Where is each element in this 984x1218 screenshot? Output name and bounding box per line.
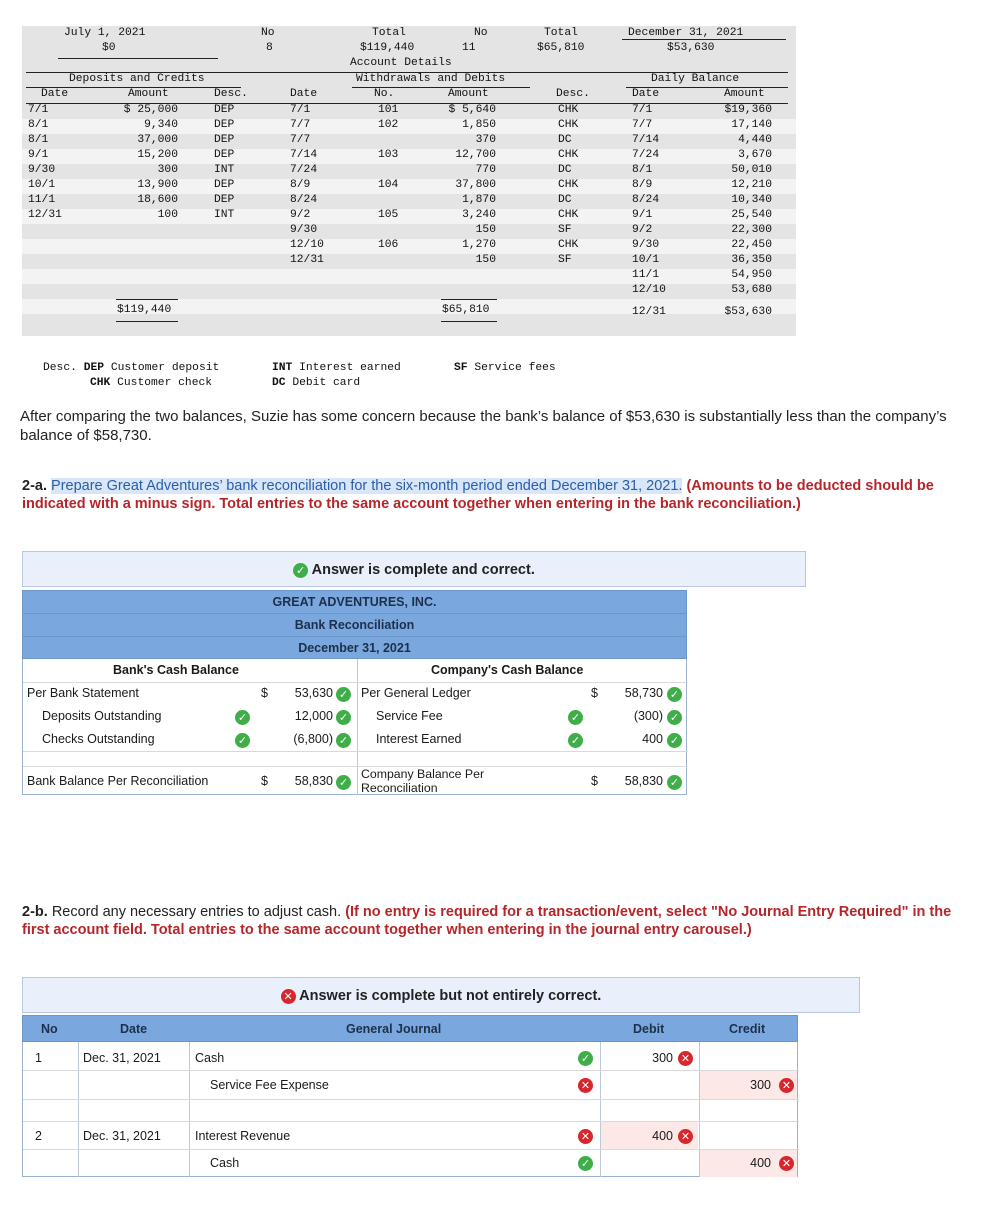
table-row: 8/24 (290, 194, 318, 206)
end-date: December 31, 2021 (628, 27, 744, 39)
table-row: 7/24 (632, 149, 660, 161)
bal-date-header: Date (632, 88, 660, 100)
table-row: 18,600 (137, 194, 178, 206)
table-row: 22,450 (731, 239, 772, 251)
part-2b-question: Record any necessary entries to adjust cash. (51, 904, 342, 920)
table-row: 1,870 (462, 194, 496, 206)
table-row: DEP (214, 134, 235, 146)
x-circle-icon: ✕ (578, 1129, 593, 1144)
wd-no-header: No. (374, 88, 395, 100)
table-row: DEP (214, 179, 235, 191)
company-row-label: Per General Ledger (361, 686, 471, 700)
part-2a-question: Prepare Great Adventures’ bank reconciliation for the six-month period ended December 31, 2021. (51, 478, 683, 494)
x-circle-icon: ✕ (779, 1078, 794, 1093)
banner-text: Answer is complete but not entirely correct. (299, 988, 602, 1004)
currency-symbol: $ (261, 686, 268, 700)
table-row: DEP (214, 194, 235, 206)
comparison-text: After comparing the two balances, Suzie has some concern because the bank’s balance of $53,630 is substantially less than the company’s balance of $58,730. (20, 408, 947, 444)
header-credit: Credit (729, 1022, 766, 1036)
debit-input[interactable]: 400 (652, 1129, 673, 1143)
table-row: 37,000 (137, 134, 178, 146)
table-row: SF (558, 224, 572, 236)
entry-number: 1 (35, 1051, 42, 1065)
company-row-value[interactable]: 400 (642, 732, 663, 746)
check-circle-icon: ✓ (293, 563, 308, 578)
table-row: 12/10 (290, 239, 324, 251)
bank-balance-header: Bank's Cash Balance (113, 663, 239, 677)
check-circle-icon: ✓ (336, 687, 351, 702)
check-circle-icon: ✓ (667, 733, 682, 748)
account-select[interactable]: Cash (195, 1051, 225, 1065)
table-row: 8/1 (28, 119, 49, 131)
table-row: 9/30 (632, 239, 660, 251)
legend-chk-code: CHK (90, 377, 111, 389)
wd-amount-header: Amount (448, 88, 489, 100)
debit-input[interactable]: 300 (652, 1051, 673, 1065)
table-row: 11/1 (632, 269, 660, 281)
table-row: $ 5,640 (448, 104, 496, 116)
company-total-value[interactable]: 58,830 (624, 774, 663, 788)
table-row: 7/1 (290, 104, 311, 116)
table-row: 53,680 (731, 284, 772, 296)
part-2a-prompt (22, 477, 962, 513)
table-row: $53,630 (724, 306, 772, 318)
legend-dc-text: Debit card (292, 377, 361, 389)
table-row: 101 (378, 104, 399, 116)
currency-symbol: $ (591, 774, 598, 788)
total-deposits-label: Total (372, 27, 406, 39)
table-row: 37,800 (455, 179, 496, 191)
table-row: 1,270 (462, 239, 496, 251)
reconciliation-title: Bank Reconciliation (22, 613, 687, 636)
table-row: 36,350 (731, 254, 772, 266)
legend-sf-code: SF (454, 362, 468, 374)
table-row: 8/1 (632, 164, 653, 176)
table-row: 12/31 (632, 306, 666, 318)
table-row: 22,300 (731, 224, 772, 236)
table-row: 150 (475, 224, 496, 236)
end-balance: $53,630 (667, 42, 715, 54)
table-row: 9,340 (144, 119, 178, 131)
account-select[interactable]: Interest Revenue (195, 1129, 291, 1143)
table-row: 106 (378, 239, 399, 251)
header-debit: Debit (633, 1022, 665, 1036)
table-row: 25,540 (731, 209, 772, 221)
table-row: 3,240 (462, 209, 496, 221)
account-details-label: Account Details (350, 57, 452, 69)
table-row: DC (558, 194, 572, 206)
part-2a-number: 2-a. (22, 478, 47, 494)
table-row: 17,140 (731, 119, 772, 131)
journal-table (22, 1015, 798, 1177)
table-row: DC (558, 134, 572, 146)
withdrawal-count-label: No (474, 27, 488, 39)
company-row-value[interactable]: 58,730 (624, 686, 663, 700)
dep-date-header: Date (41, 88, 69, 100)
table-row: 11/1 (28, 194, 56, 206)
table-row: 370 (475, 134, 496, 146)
deposits-section-label: Deposits and Credits (69, 73, 205, 85)
table-row: CHK (558, 209, 579, 221)
bank-reconciliation (22, 590, 687, 795)
daily-balance-section-label: Daily Balance (651, 73, 740, 85)
bank-row-value[interactable]: 12,000 (294, 709, 333, 723)
bank-row-label: Checks Outstanding (42, 732, 155, 746)
check-circle-icon: ✓ (336, 775, 351, 790)
wd-desc-header: Desc. (556, 88, 590, 100)
table-row: 7/14 (290, 149, 318, 161)
table-row: 105 (378, 209, 399, 221)
check-circle-icon: ✓ (235, 710, 250, 725)
bal-amount-header: Amount (724, 88, 765, 100)
table-row: SF (558, 254, 572, 266)
bank-row-value[interactable]: (6,800) (293, 732, 333, 746)
table-row: 300 (157, 164, 178, 176)
table-row: 7/24 (290, 164, 318, 176)
table-row: CHK (558, 149, 579, 161)
part-2b-number: 2-b. (22, 904, 48, 920)
deposits-total: $119,440 (117, 304, 172, 316)
table-row: 12/10 (632, 284, 666, 296)
check-circle-icon: ✓ (568, 733, 583, 748)
legend-int-code: INT (272, 362, 293, 374)
check-circle-icon: ✓ (667, 775, 682, 790)
legend-dep-code: DEP (83, 362, 105, 374)
legend-desc-label: Desc. (43, 362, 77, 374)
table-row: 12,210 (731, 179, 772, 191)
answer-banner-partial (22, 977, 860, 1013)
table-row: INT (214, 164, 235, 176)
legend-int-text: Interest earned (299, 362, 401, 374)
table-row: 7/7 (290, 134, 311, 146)
credit-input[interactable]: 400 (750, 1156, 771, 1170)
total-deposits: $119,440 (360, 42, 415, 54)
table-row: 9/2 (290, 209, 311, 221)
bank-statement (22, 26, 796, 336)
total-withdrawals-label: Total (544, 27, 578, 39)
bank-row-label: Deposits Outstanding (42, 709, 162, 723)
table-row: CHK (558, 239, 579, 251)
check-circle-icon: ✓ (578, 1156, 593, 1171)
table-row: 54,950 (731, 269, 772, 281)
bank-total-value[interactable]: 58,830 (294, 774, 333, 788)
deposit-count-label: No (261, 27, 275, 39)
total-withdrawals: $65,810 (537, 42, 585, 54)
deposit-count: 8 (266, 42, 273, 54)
part-2b-prompt (22, 903, 972, 939)
header-general-journal: General Journal (346, 1022, 442, 1036)
journal-body (22, 1042, 798, 1177)
withdrawal-count: 11 (462, 42, 476, 54)
check-circle-icon: ✓ (667, 687, 682, 702)
table-row: 7/14 (632, 134, 660, 146)
table-row: 104 (378, 179, 399, 191)
entry-date[interactable]: Dec. 31, 2021 (83, 1051, 161, 1065)
legend-sf-text: Service fees (474, 362, 556, 374)
dep-desc-header: Desc. (214, 88, 248, 100)
x-circle-icon: ✕ (779, 1156, 794, 1171)
table-row: 7/7 (290, 119, 311, 131)
table-row: 15,200 (137, 149, 178, 161)
check-circle-icon: ✓ (235, 733, 250, 748)
table-row: 7/1 (28, 104, 49, 116)
x-circle-icon: ✕ (281, 989, 296, 1004)
withdrawals-total: $65,810 (442, 304, 490, 316)
legend-dep-text: Customer deposit (110, 362, 220, 374)
table-row: 100 (157, 209, 178, 221)
credit-input[interactable]: 300 (750, 1078, 771, 1092)
journal-header (22, 1015, 798, 1042)
table-row: 103 (378, 149, 399, 161)
table-row: CHK (558, 104, 579, 116)
company-total-label: Company Balance Per Reconciliation (361, 767, 485, 795)
check-circle-icon: ✓ (568, 710, 583, 725)
table-row: 7/7 (632, 119, 653, 131)
table-row: 8/24 (632, 194, 660, 206)
table-row: 9/2 (632, 224, 653, 236)
table-row: 9/1 (632, 209, 653, 221)
table-row: $19,360 (724, 104, 772, 116)
header-date: Date (120, 1022, 148, 1036)
x-circle-icon: ✕ (678, 1129, 693, 1144)
company-row-value[interactable]: (300) (633, 709, 663, 723)
check-circle-icon: ✓ (336, 733, 351, 748)
currency-symbol: $ (591, 686, 598, 700)
company-row-label: Service Fee (376, 709, 443, 723)
table-row: DEP (214, 104, 235, 116)
entry-date[interactable]: Dec. 31, 2021 (83, 1129, 161, 1143)
table-row: 13,900 (137, 179, 178, 191)
company-name: GREAT ADVENTURES, INC. (22, 590, 687, 613)
account-select[interactable]: Service Fee Expense (210, 1078, 329, 1092)
withdrawals-section-label: Withdrawals and Debits (356, 73, 506, 85)
table-row: 10/1 (28, 179, 56, 191)
table-row: 12/31 (28, 209, 62, 221)
table-row: 8/9 (290, 179, 311, 191)
answer-banner-correct (22, 551, 806, 587)
table-row: 7/1 (632, 104, 653, 116)
table-row: 10/1 (632, 254, 660, 266)
table-row: DC (558, 164, 572, 176)
part-2a-instruction: (Amounts to be deducted should be indicated with a minus sign. Total entries to the same account together when entering in the bank reconciliation.) (22, 478, 934, 512)
table-row: 3,670 (738, 149, 772, 161)
banner-text: Answer is complete and correct. (311, 562, 535, 578)
table-row: 4,440 (738, 134, 772, 146)
check-circle-icon: ✓ (336, 710, 351, 725)
legend-chk-text: Customer check (117, 377, 213, 389)
company-balance-header: Company's Cash Balance (431, 663, 584, 677)
table-row: 8/9 (632, 179, 653, 191)
dep-amount-header: Amount (128, 88, 169, 100)
check-circle-icon: ✓ (578, 1051, 593, 1066)
company-row-label: Interest Earned (376, 732, 462, 746)
table-row: 12,700 (455, 149, 496, 161)
table-row: DEP (214, 119, 235, 131)
table-row: 9/30 (28, 164, 56, 176)
table-row: CHK (558, 179, 579, 191)
reconciliation-date: December 31, 2021 (22, 636, 687, 659)
table-row: 50,010 (731, 164, 772, 176)
bank-total-label: Bank Balance Per Reconciliation (27, 774, 209, 788)
table-row: 12/31 (290, 254, 324, 266)
account-select[interactable]: Cash (210, 1156, 240, 1170)
table-row: 770 (475, 164, 496, 176)
header-no: No (41, 1022, 58, 1036)
table-row: 10,340 (731, 194, 772, 206)
begin-date: July 1, 2021 (64, 27, 146, 39)
table-row: 150 (475, 254, 496, 266)
x-circle-icon: ✕ (678, 1051, 693, 1066)
table-row: 8/1 (28, 134, 49, 146)
currency-symbol: $ (261, 774, 268, 788)
table-row: 102 (378, 119, 399, 131)
table-row: DEP (214, 149, 235, 161)
legend-dc-code: DC (272, 377, 286, 389)
begin-balance: $0 (102, 42, 116, 54)
table-row: CHK (558, 119, 579, 131)
table-row: INT (214, 209, 235, 221)
check-circle-icon: ✓ (667, 710, 682, 725)
table-row: 9/30 (290, 224, 318, 236)
bank-row-value[interactable]: 53,630 (294, 686, 333, 700)
table-row: 9/1 (28, 149, 49, 161)
table-row: 1,850 (462, 119, 496, 131)
wd-date-header: Date (290, 88, 318, 100)
bank-row-label: Per Bank Statement (27, 686, 139, 700)
part-2b-instruction: (If no entry is required for a transaction/event, select "No Journal Entry Required" in the first account field. Total entries to the same account together when entering in the journal entry carousel.) (22, 904, 952, 938)
table-row: $ 25,000 (123, 104, 178, 116)
x-circle-icon: ✕ (578, 1078, 593, 1093)
entry-number: 2 (35, 1129, 42, 1143)
